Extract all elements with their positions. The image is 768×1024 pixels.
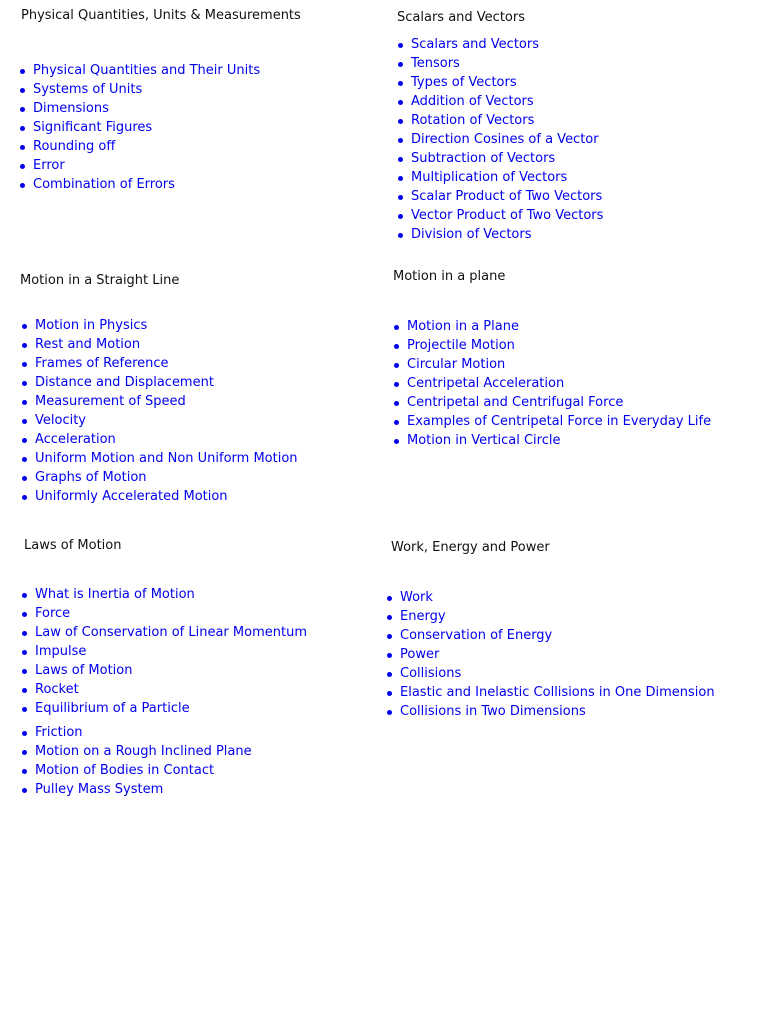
topic-list-physical-quantities (33, 61, 260, 194)
topic-list-item (400, 607, 715, 626)
topic-link-motion-in-vertical-circle[interactable]: Motion in Vertical Circle (407, 433, 561, 448)
topic-link-friction[interactable]: Friction (35, 725, 83, 740)
topic-list-laws-of-motion (35, 585, 307, 718)
topic-list-item (411, 35, 603, 54)
topic-list-item (411, 187, 603, 206)
topic-link-collisions[interactable]: Collisions (400, 666, 462, 681)
topic-link-circular-motion[interactable]: Circular Motion (407, 357, 506, 372)
topic-list-item (35, 723, 252, 742)
topic-list-laws-of-motion-more (35, 723, 252, 799)
topic-link-work[interactable]: Work (400, 590, 433, 605)
topic-link-centripetal-acceleration[interactable]: Centripetal Acceleration (407, 376, 565, 391)
topic-link-motion-on-a-rough-inclined-plane[interactable]: Motion on a Rough Inclined Plane (35, 744, 252, 759)
topic-link-energy[interactable]: Energy (400, 609, 446, 624)
topic-list-item (35, 742, 252, 761)
topic-link-addition-of-vectors[interactable]: Addition of Vectors (411, 94, 534, 109)
topic-link-significant-figures[interactable]: Significant Figures (33, 120, 153, 135)
topic-link-centripetal-and-centrifugal-force[interactable]: Centripetal and Centrifugal Force (407, 395, 624, 410)
topic-list-item (35, 699, 307, 718)
topic-list-item (33, 61, 260, 80)
topic-list-item (33, 118, 260, 137)
topic-list-item (35, 680, 307, 699)
topic-list-item (33, 175, 260, 194)
topic-list-scalars-vectors (411, 35, 603, 244)
topic-list-item (400, 664, 715, 683)
topic-list-item (407, 355, 711, 374)
topic-link-physical-quantities-and-their-units[interactable]: Physical Quantities and Their Units (33, 63, 261, 78)
topic-list-item (35, 468, 298, 487)
topic-list-item (33, 156, 260, 175)
topic-list-item (407, 336, 711, 355)
topic-link-uniformly-accelerated-motion[interactable]: Uniformly Accelerated Motion (35, 489, 228, 504)
topic-list-item (35, 780, 252, 799)
topic-list-item (35, 373, 298, 392)
topic-link-rocket[interactable]: Rocket (35, 682, 79, 697)
topic-link-rotation-of-vectors[interactable]: Rotation of Vectors (411, 113, 535, 128)
topic-link-multiplication-of-vectors[interactable]: Multiplication of Vectors (411, 170, 568, 185)
topic-list-item (411, 73, 603, 92)
topic-list-item (411, 111, 603, 130)
topic-list-item (400, 588, 715, 607)
topic-link-division-of-vectors[interactable]: Division of Vectors (411, 227, 532, 242)
topic-list-item (35, 487, 298, 506)
topic-link-distance-and-displacement[interactable]: Distance and Displacement (35, 375, 214, 390)
topic-link-projectile-motion[interactable]: Projectile Motion (407, 338, 515, 353)
topic-list-work-energy-power (400, 588, 715, 721)
topic-list-item (35, 392, 298, 411)
topic-list-item (407, 317, 711, 336)
section-heading-physical-quantities: Physical Quantities, Units & Measurements (21, 8, 301, 23)
topic-list-item (407, 431, 711, 450)
topic-link-error[interactable]: Error (33, 158, 65, 173)
topic-list-item (35, 761, 252, 780)
topic-link-rest-and-motion[interactable]: Rest and Motion (35, 337, 141, 352)
topic-link-force[interactable]: Force (35, 606, 71, 621)
topic-list-item (35, 604, 307, 623)
topic-link-direction-cosines-of-a-vector[interactable]: Direction Cosines of a Vector (411, 132, 599, 147)
topic-list-item (411, 149, 603, 168)
topic-link-elastic-and-inelastic-collisions-in-one-dimension[interactable]: Elastic and Inelastic Collisions in One Dimension (400, 685, 715, 700)
topic-list-item (407, 393, 711, 412)
topic-list-item (411, 206, 603, 225)
topic-list-item (411, 225, 603, 244)
topic-link-laws-of-motion[interactable]: Laws of Motion (35, 663, 133, 678)
topic-link-law-of-conservation-of-linear-momentum[interactable]: Law of Conservation of Linear Momentum (35, 625, 307, 640)
topic-link-what-is-inertia-of-motion[interactable]: What is Inertia of Motion (35, 587, 195, 602)
topic-link-measurement-of-speed[interactable]: Measurement of Speed (35, 394, 186, 409)
topic-list-item (33, 80, 260, 99)
topic-link-frames-of-reference[interactable]: Frames of Reference (35, 356, 169, 371)
topic-link-dimensions[interactable]: Dimensions (33, 101, 109, 116)
topic-list-item (411, 168, 603, 187)
topic-link-scalars-and-vectors[interactable]: Scalars and Vectors (411, 37, 539, 52)
section-heading-laws-of-motion: Laws of Motion (24, 538, 122, 553)
topic-list-item (411, 92, 603, 111)
topic-list-item (411, 54, 603, 73)
topic-link-power[interactable]: Power (400, 647, 440, 662)
topic-list-item (35, 354, 298, 373)
topic-link-motion-of-bodies-in-contact[interactable]: Motion of Bodies in Contact (35, 763, 215, 778)
topic-list-item (35, 661, 307, 680)
topic-list-item (35, 411, 298, 430)
topic-list-item (407, 412, 711, 431)
topic-link-types-of-vectors[interactable]: Types of Vectors (411, 75, 517, 90)
topic-link-motion-in-a-plane[interactable]: Motion in a Plane (407, 319, 519, 334)
topic-link-pulley-mass-system[interactable]: Pulley Mass System (35, 782, 164, 797)
topic-link-subtraction-of-vectors[interactable]: Subtraction of Vectors (411, 151, 556, 166)
topic-list-item (407, 374, 711, 393)
topic-link-acceleration[interactable]: Acceleration (35, 432, 116, 447)
topic-list-item (400, 645, 715, 664)
topic-link-systems-of-units[interactable]: Systems of Units (33, 82, 143, 97)
topic-link-equilibrium-of-a-particle[interactable]: Equilibrium of a Particle (35, 701, 190, 716)
topic-list-item (35, 623, 307, 642)
topic-list-item (35, 449, 298, 468)
topic-link-graphs-of-motion[interactable]: Graphs of Motion (35, 470, 147, 485)
topic-list-item (35, 335, 298, 354)
topic-link-impulse[interactable]: Impulse (35, 644, 87, 659)
topic-list-motion-plane (407, 317, 711, 450)
topic-list-item (33, 137, 260, 156)
section-heading-scalars-vectors: Scalars and Vectors (397, 10, 525, 25)
topic-list-item (400, 702, 715, 721)
section-heading-motion-plane: Motion in a plane (393, 269, 506, 284)
topic-list-item (35, 585, 307, 604)
topic-link-motion-in-physics[interactable]: Motion in Physics (35, 318, 148, 333)
topic-list-item (411, 130, 603, 149)
topic-list-item (35, 642, 307, 661)
topic-link-combination-of-errors[interactable]: Combination of Errors (33, 177, 175, 192)
topic-link-uniform-motion-and-non-uniform-motion[interactable]: Uniform Motion and Non Uniform Motion (35, 451, 298, 466)
topic-list-straight-line (35, 316, 298, 506)
section-heading-work-energy-power: Work, Energy and Power (391, 540, 550, 555)
topic-list-item (33, 99, 260, 118)
topic-link-scalar-product-of-two-vectors[interactable]: Scalar Product of Two Vectors (411, 189, 603, 204)
topic-list-item (400, 626, 715, 645)
section-heading-straight-line: Motion in a Straight Line (20, 273, 180, 288)
topic-link-conservation-of-energy[interactable]: Conservation of Energy (400, 628, 553, 643)
topic-list-item (35, 430, 298, 449)
topic-link-collisions-in-two-dimensions[interactable]: Collisions in Two Dimensions (400, 704, 586, 719)
topic-link-examples-of-centripetal-force-in-everyday-life[interactable]: Examples of Centripetal Force in Everyday Life (407, 414, 712, 429)
topic-link-vector-product-of-two-vectors[interactable]: Vector Product of Two Vectors (411, 208, 604, 223)
topic-link-rounding-off[interactable]: Rounding off (33, 139, 116, 154)
topic-link-velocity[interactable]: Velocity (35, 413, 86, 428)
topic-list-item (400, 683, 715, 702)
topic-link-tensors[interactable]: Tensors (411, 56, 460, 71)
topic-list-item (35, 316, 298, 335)
